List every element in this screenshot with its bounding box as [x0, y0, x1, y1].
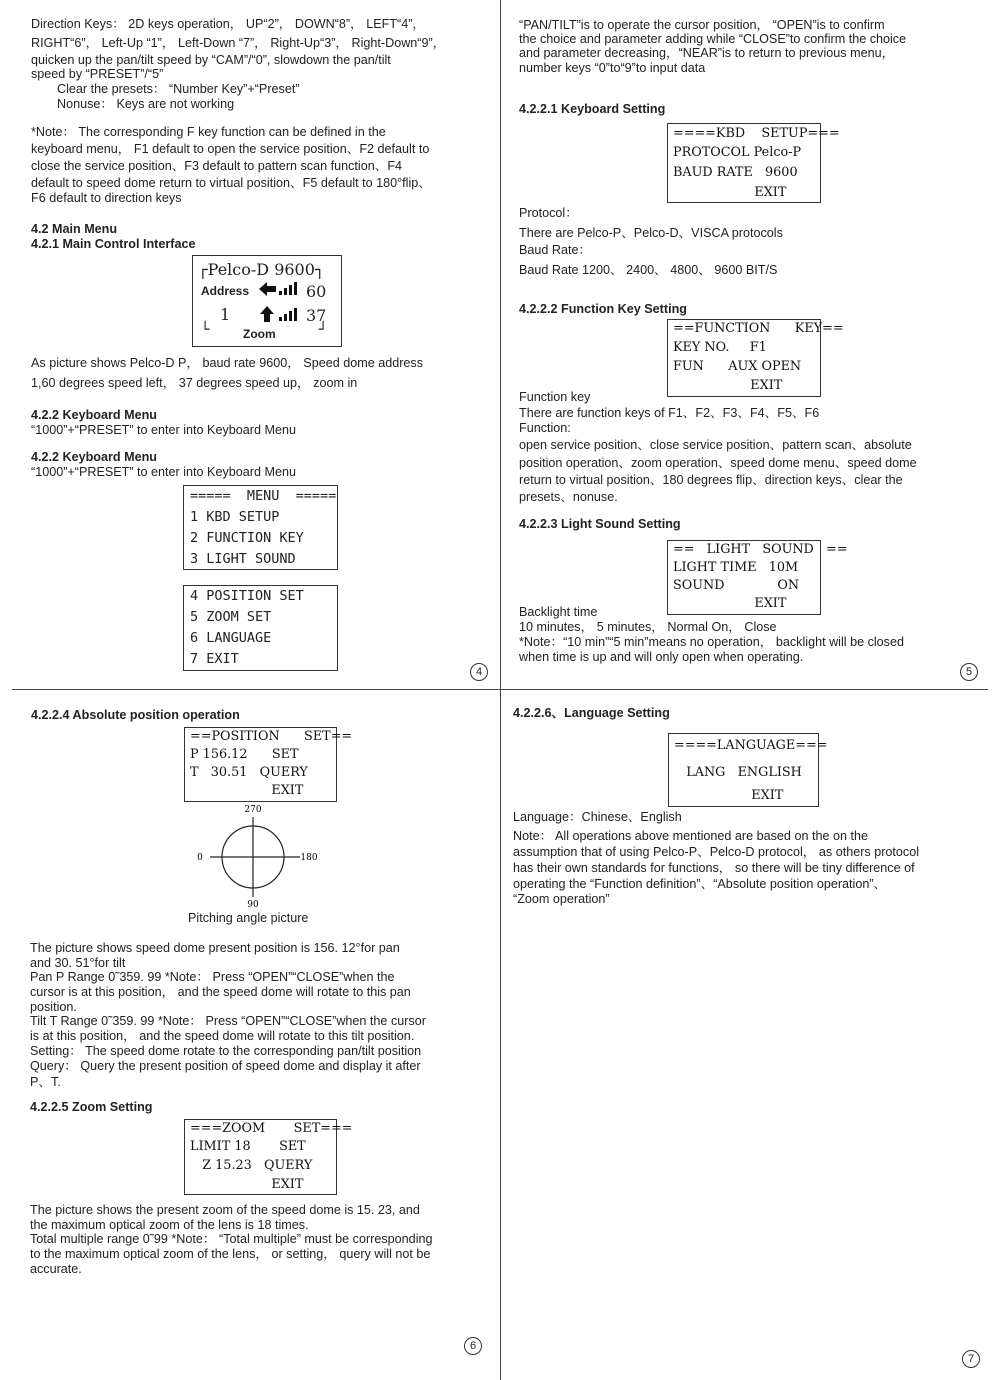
pos-desc-line: Setting： The speed dome rotate to the corresponding pan/tilt position — [30, 1044, 422, 1058]
page-number: 6 — [464, 1337, 482, 1355]
angle-label-right: 180 — [300, 853, 318, 863]
lcd-zoom-label: Zoom — [243, 327, 276, 341]
intro-line: Direction Keys： 2D keys operation， UP“2”， DOWN“8”， LEFT“4”， — [31, 17, 425, 31]
pos-desc-line: P、T. — [30, 1075, 61, 1089]
note-line: default to speed dome return to virtual position、F5 default to 180°flip、 — [31, 176, 431, 190]
lcd-keyboard-setting — [667, 123, 840, 203]
function-text-line: presets、nonuse. — [519, 490, 618, 504]
note-line: when time is up and will only open when operating. — [519, 650, 804, 664]
lcd-function-key — [667, 319, 844, 397]
pos-desc-line: and 30. 51°for tilt — [30, 956, 126, 970]
intro-line: RIGHT“6”， Left-Up “1”， Left-Down “7”， Right-Up“3”， Right-Down“9”， — [31, 36, 446, 50]
lcd-protocol: Pelco-D 9600 — [207, 260, 315, 279]
lcd-row: P 156.12 SET — [190, 747, 299, 762]
function-text-line: open service position、close service position、pattern scan、absolute — [519, 438, 912, 452]
baud-text: Baud Rate 1200、 2400、 4800、 9600 BIT/S — [519, 263, 778, 277]
note-line: “Zoom operation” — [513, 892, 610, 906]
lcd-row: LIGHT TIME 10M — [673, 560, 799, 575]
backlight-text: 10 minutes， 5 minutes， Normal On， Close — [519, 620, 777, 634]
zoom-desc-line: to the maximum optical zoom of the lens， or setting， query will not be — [30, 1247, 431, 1261]
protocol-label: Protocol： — [519, 206, 578, 220]
heading-keyboard-menu: 4.2.2 Keyboard Menu — [31, 408, 157, 422]
heading-zoom: 4.2.2.5 Zoom Setting — [30, 1100, 153, 1114]
angle-label-top: 270 — [244, 805, 262, 815]
lcd-zoom — [184, 1119, 353, 1195]
lcd-row: LANG ENGLISH — [674, 765, 802, 780]
note-line: close the service position、F3 default to pattern scan function、F4 — [31, 159, 403, 173]
menu-item: 5 ZOOM SET — [190, 609, 272, 625]
page-number: 7 — [962, 1350, 980, 1368]
lcd-tilt-speed: 37 — [306, 306, 327, 325]
heading-main-control: 4.2.1 Main Control Interface — [31, 237, 196, 251]
lcd-row: EXIT — [190, 783, 304, 798]
function-text-line: position operation、zoom operation、speed dome menu、speed dome — [519, 456, 917, 470]
kbd-menu-desc: “1000”+“PRESET” to enter into Keyboard Menu — [31, 465, 296, 479]
horizontal-divider — [12, 689, 988, 690]
heading-light-sound: 4.2.2.3 Light Sound Setting — [519, 517, 681, 531]
speed-signal-icon — [257, 280, 301, 326]
lcd-row: BAUD RATE 9600 — [673, 165, 798, 180]
lcd-row: == LIGHT SOUND == — [673, 542, 848, 557]
lcd-position — [184, 727, 353, 802]
intro-line: the choice and parameter adding while “CLOSE”to confirm the choice — [519, 32, 907, 46]
menu-item: 7 EXIT — [190, 651, 239, 667]
lcd-row: LIMIT 18 SET — [190, 1139, 306, 1154]
main-desc-line: As picture shows Pelco-D P， baud rate 9600， Speed dome address — [31, 356, 424, 370]
lcd-row: EXIT — [674, 788, 784, 803]
angle-label-bottom: 90 — [247, 900, 259, 910]
intro-line: number keys “0”to“9”to input data — [519, 61, 706, 75]
nonuse-line: Nonuse： Keys are not working — [57, 97, 235, 111]
heading-function-key: 4.2.2.2 Function Key Setting — [519, 302, 687, 316]
backlight-label: Backlight time — [519, 605, 598, 619]
heading-keyboard-setting: 4.2.2.1 Keyboard Setting — [519, 102, 666, 116]
lcd-row: EXIT — [190, 1177, 304, 1192]
menu-box-1 — [183, 485, 338, 570]
heading-main-menu: 4.2 Main Menu — [31, 222, 118, 236]
pos-desc-line: is at this position， and the speed dome will rotate to this tilt position. — [30, 1029, 415, 1043]
lcd-row: T 30.51 QUERY — [190, 765, 308, 780]
note-line: *Note： The corresponding F key function can be defined in the — [31, 125, 386, 139]
pos-desc-line: cursor is at this position， and the speed dome will rotate to this pan — [30, 985, 411, 999]
language-text: Language：Chinese、English — [513, 810, 682, 824]
lcd-pan-speed: 60 — [306, 282, 327, 301]
lcd-light-sound — [667, 540, 848, 615]
note-line: keyboard menu， F1 default to open the service position、F2 default to — [31, 142, 430, 156]
angle-label-left: 0 — [197, 853, 203, 863]
lcd-language — [668, 733, 828, 807]
note-line: assumption that of using Pelco-P、Pelco-D protocol， as others protocol — [513, 845, 919, 859]
pos-desc-line: The picture shows speed dome present position is 156. 12°for pan — [30, 941, 400, 955]
function-text-line: return to virtual position、180 degrees flip、direction keys、clear the — [519, 473, 903, 487]
zoom-desc-line: the maximum optical zoom of the lens is 18 times. — [30, 1218, 309, 1232]
menu-box-2 — [183, 585, 338, 671]
main-desc-line: 1,60 degrees speed left， 37 degrees speed up， zoom in — [31, 376, 358, 390]
protocol-text: There are Pelco-P、Pelco-D、VISCA protocols — [519, 226, 783, 240]
note-line: Note： All operations above mentioned are based on the on the — [513, 829, 868, 843]
lcd-row: SOUND ON — [673, 578, 800, 593]
note-line: has their own standards for functions， so there will be tiny difference of — [513, 861, 915, 875]
lcd-row: EXIT — [673, 378, 783, 393]
menu-item: 3 LIGHT SOUND — [190, 551, 296, 567]
zoom-desc-line: accurate. — [30, 1262, 82, 1276]
function-label: Function: — [519, 421, 571, 435]
pos-desc-line: Tilt T Range 0˜359. 99 *Note： Press “OPEN”“CLOSE”when the cursor — [30, 1014, 426, 1028]
baud-label: Baud Rate： — [519, 243, 592, 257]
vertical-divider — [500, 0, 501, 1380]
pos-desc-line: Query： Query the present position of speed dome and display it after — [30, 1059, 421, 1073]
page-number: 5 — [960, 663, 978, 681]
lcd-row: EXIT — [673, 596, 787, 611]
lcd-row: KEY NO. F1 — [673, 340, 767, 355]
function-key-label: Function key — [519, 390, 591, 404]
intro-line: quicken up the pan/tilt speed by “CAM”/“0”, slowdown the pan/tilt — [31, 53, 391, 67]
lcd-row: ====KBD SETUP=== — [673, 126, 840, 141]
note-line: *Note：“10 min”“5 min”means no operation， backlight will be closed — [519, 635, 904, 649]
lcd-row: ====LANGUAGE=== — [674, 738, 828, 753]
note-line: F6 default to direction keys — [31, 191, 182, 205]
menu-item: 1 KBD SETUP — [190, 509, 280, 525]
lcd-row: Z 15.23 QUERY — [190, 1158, 313, 1173]
kbd-menu-desc: “1000”+“PRESET” to enter into Keyboard Menu — [31, 423, 296, 437]
clear-presets-line: Clear the presets： “Number Key”+“Preset” — [57, 82, 300, 96]
lcd-row: ==POSITION SET== — [190, 729, 353, 744]
lcd-address-value: 1 — [220, 305, 231, 324]
lcd-row: EXIT — [673, 185, 787, 200]
lcd-row: ==FUNCTION KEY== — [673, 321, 844, 336]
note-line: operating the “Function definition”、“Absolute position operation”、 — [513, 877, 887, 891]
function-keys-text: There are function keys of F1、F2、F3、F4、F5、F6 — [519, 406, 820, 420]
menu-item: 4 POSITION SET — [190, 588, 304, 604]
heading-absolute-position: 4.2.2.4 Absolute position operation — [31, 708, 240, 722]
lcd-row: ===ZOOM SET=== — [190, 1121, 353, 1136]
lcd-address-label: Address — [201, 284, 250, 298]
heading-language: 4.2.2.6、Language Setting — [513, 706, 670, 720]
menu-item: 2 FUNCTION KEY — [190, 530, 304, 546]
intro-line: speed by “PRESET”/“5” — [31, 67, 164, 81]
lcd-row: FUN AUX OPEN — [673, 359, 802, 374]
heading-keyboard-menu: 4.2.2 Keyboard Menu — [31, 450, 157, 464]
page-number: 4 — [470, 663, 488, 681]
zoom-desc-line: The picture shows the present zoom of the speed dome is 15. 23, and — [30, 1203, 420, 1217]
menu-item: 6 LANGUAGE — [190, 630, 272, 646]
pos-desc-line: Pan P Range 0˜359. 99 *Note： Press “OPEN”“CLOSE”when the — [30, 970, 395, 984]
menu-title: ===== MENU ===== — [190, 488, 337, 504]
pitching-angle-diagram — [190, 802, 320, 910]
lcd-main-control: ┌Pelco-D 9600┐ Address 1 60 37 └ ┘ Zoom — [192, 255, 342, 347]
lcd-row: PROTOCOL Pelco-P — [673, 145, 802, 160]
intro-line: “PAN/TILT”is to operate the cursor position， “OPEN”is to confirm — [519, 18, 885, 32]
intro-line: and parameter decreasing，“NEAR”is to return to previous menu， — [519, 46, 895, 60]
zoom-desc-line: Total multiple range 0˜99 *Note： “Total multiple” must be corresponding — [30, 1232, 433, 1246]
pitch-caption: Pitching angle picture — [188, 911, 309, 925]
pos-desc-line: position. — [30, 1000, 77, 1014]
